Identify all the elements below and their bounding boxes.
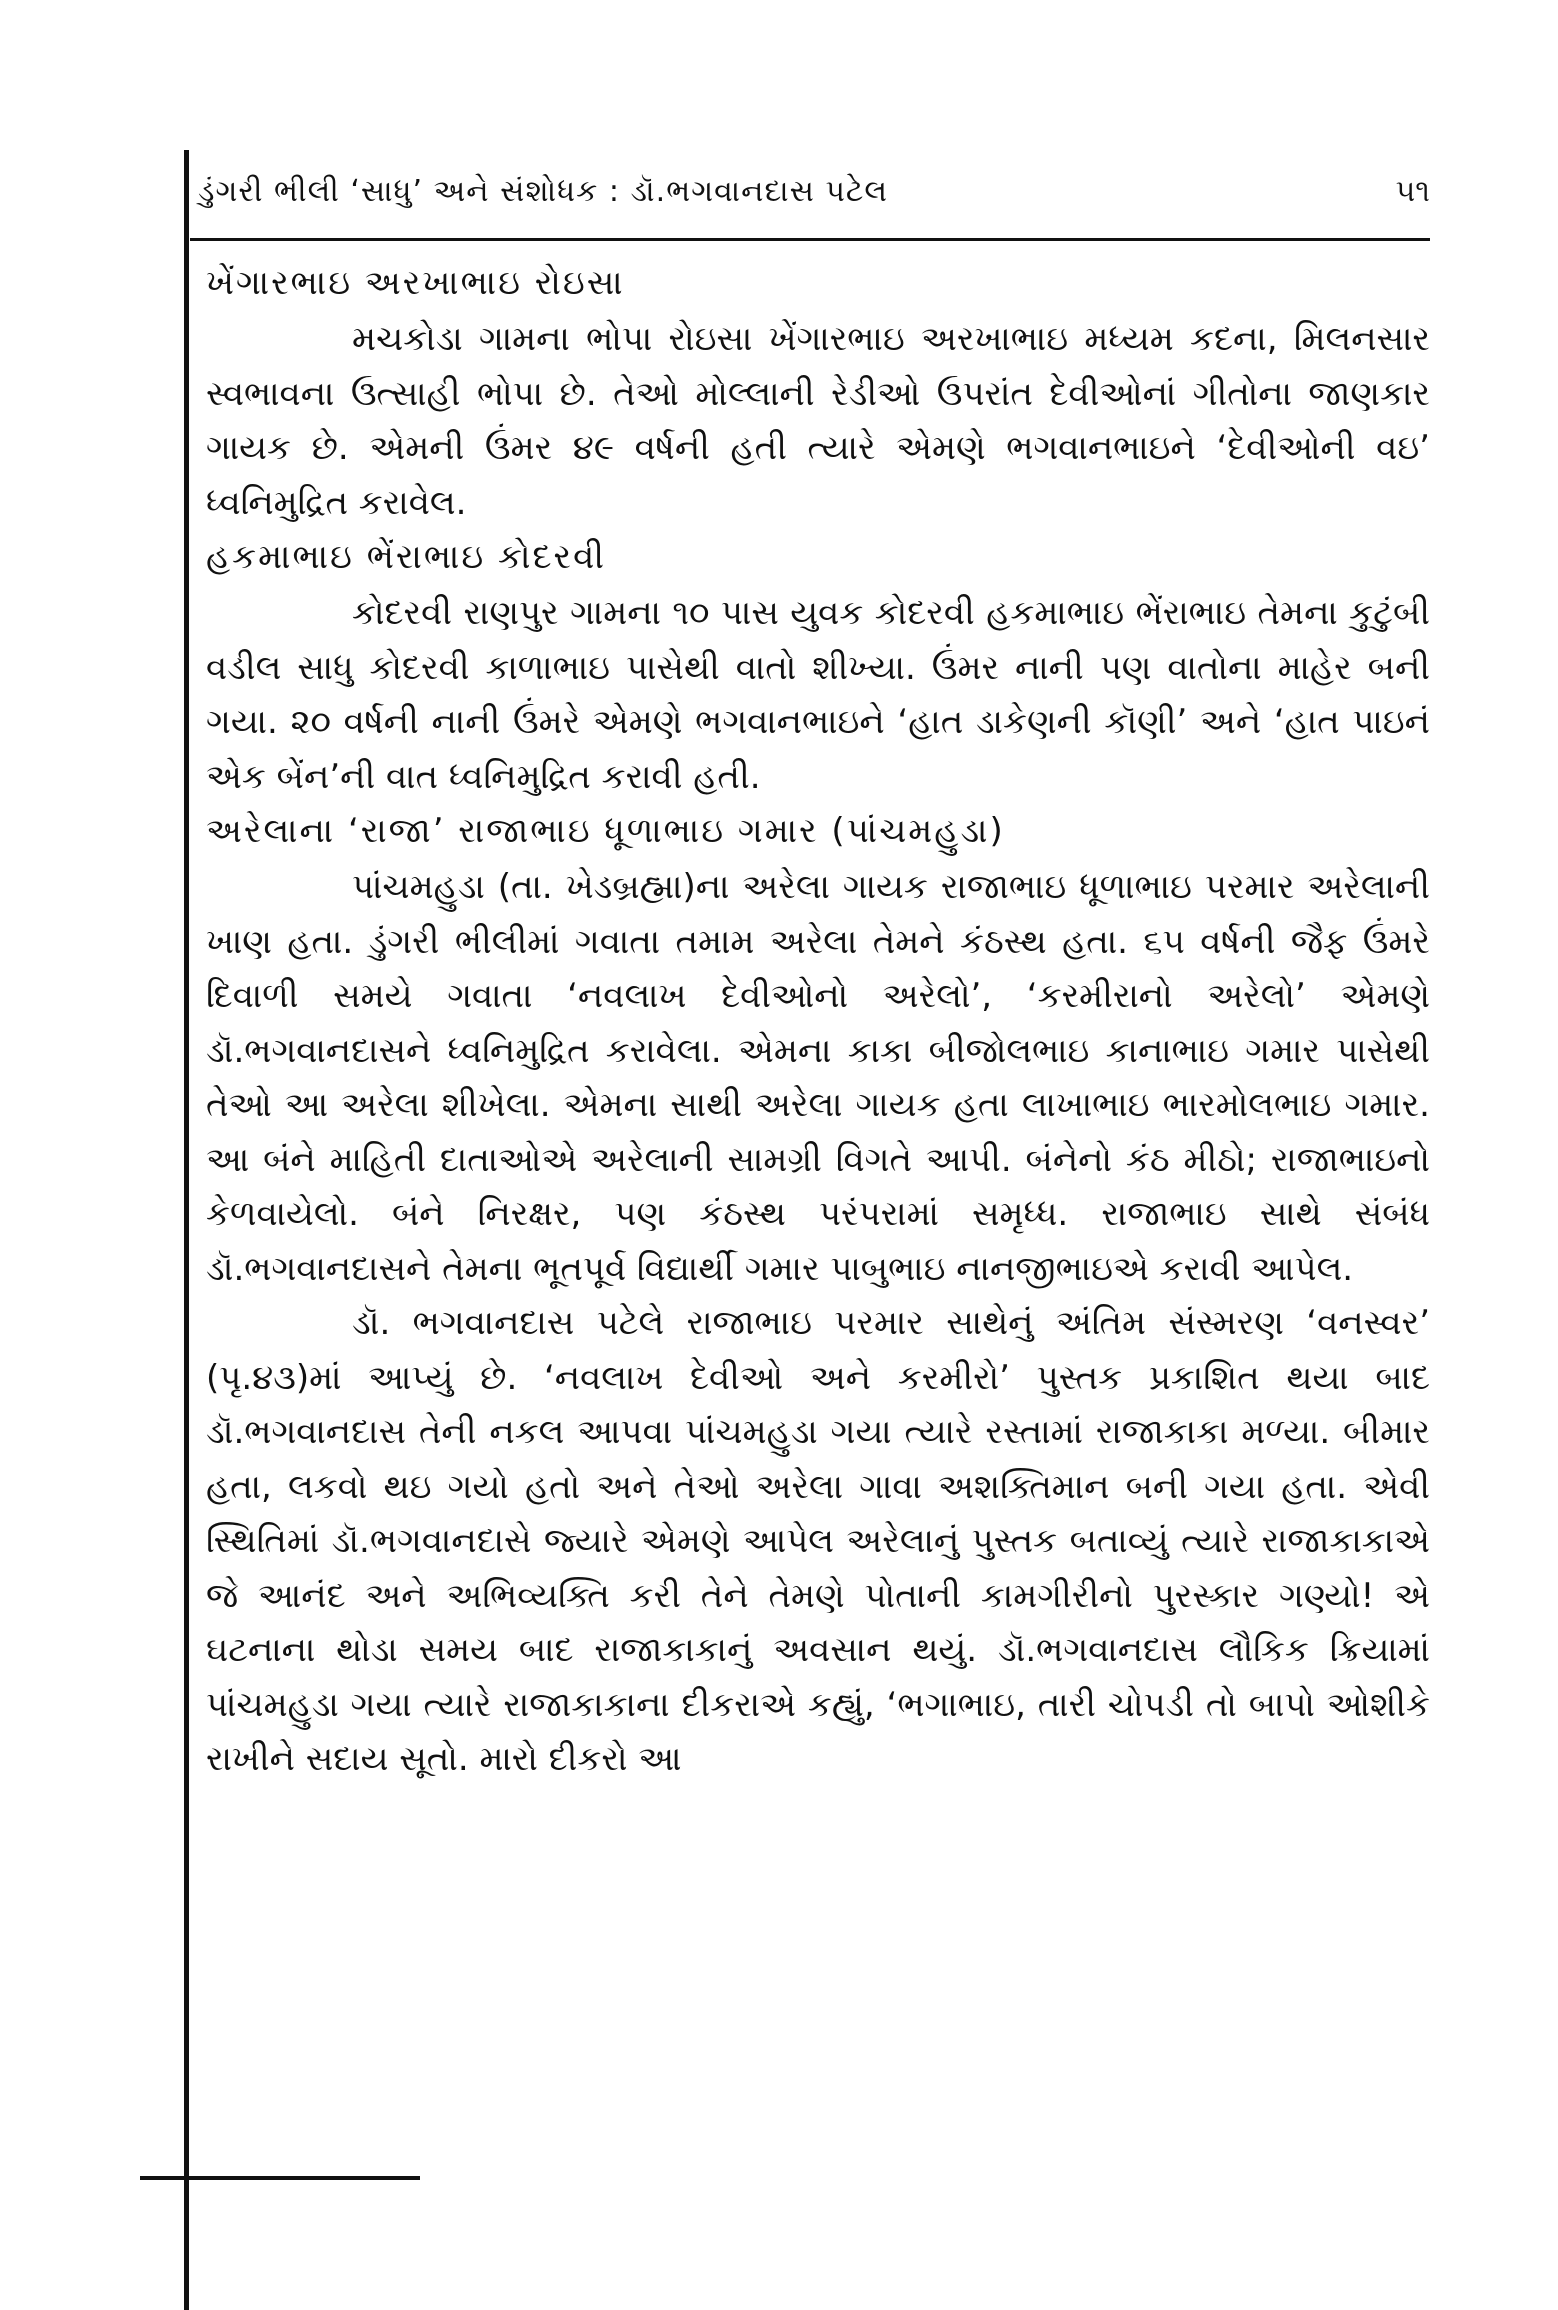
footer-rule [140,2176,420,2180]
paragraph: પાંચમહુડા (તા. ખેડબ્રહ્મા)ના અરેલા ગાયક રાજાભાઇ ધૂળાભાઇ પરમાર અરેલાની ખાણ હતા. ડુંગરી ભીલીમાં ગવાતા તમામ અરેલા તેમને કંઠસ્થ હતા. ૬૫ વર્ષની જૈફ ઉંમરે દિવાળી સમયે ગવાતા ‘નવલાખ દેવીઓનો અરેલો’, ‘કરમીરાનો અરેલો’ એમણે ડૉ.ભગવાનદાસને ધ્વનિમુદ્રિત કરાવેલા. એમના કાકા બીજોલભાઇ કાનાભાઇ ગમાર પાસેથી તેઓ આ અરેલા શીખેલા. એમના સાથી અરેલા ગાયક હતા લાખાભાઇ ભારમોલભાઇ ગમાર. આ બંને માહિતી દાતાઓએ અરેલાની સામગ્રી વિગતે આપી. બંનેનો કંઠ મીઠો; રાજાભાઇનો કેળવાયેલો. બંને નિરક્ષર, પણ કંઠસ્થ પરંપરામાં સમૃધ્ધ. રાજાભાઇ સાથે સંબંધ ડૉ.ભગવાનદાસને તેમના ભૂતપૂર્વ વિદ્યાર્થી ગમાર પાબુભાઇ નાનજીભાઇએ કરાવી આપેલ. [206,867,1430,1289]
running-header [190,168,1430,218]
paragraph: કોદરવી રાણપુર ગામના ૧૦ પાસ યુવક કોદરવી હકમાભાઇ ભેંરાભાઇ તેમના કુટુંબી વડીલ સાધુ કોદરવી કાળાભાઇ પાસેથી વાતો શીખ્યા. ઉંમર નાની પણ વાતોના માહેર બની ગયા. ૨૦ વર્ષની નાની ઉંમરે એમણે ભગવાનભાઇને ‘હાત ડાકેણની કૉણી’ અને ‘હાત પાઇનં એક બેંન’ની વાત ધ્વનિમુદ્રિત કરાવી હતી. [206,593,1430,797]
left-margin-rule [184,150,189,2310]
page-number: ૫૧ [1395,174,1430,209]
section-heading: હકમાભાઇ ભેંરાભાઇ કોદરવી [206,537,607,577]
header-rule [190,238,1430,241]
paragraph: ડૉ. ભગવાનદાસ પટેલે રાજાભાઇ પરમાર સાથેનું અંતિમ સંસ્મરણ ‘વનસ્વર’ (પૃ.૪૩)માં આપ્યું છે. ‘નવલાખ દેવીઓ અને કરમીરો’ પુસ્તક પ્રકાશિત થયા બાદ ડૉ.ભગવાનદાસ તેની નકલ આપવા પાંચમહુડા ગયા ત્યારે રસ્તામાં રાજાકાકા મળ્યા. બીમાર હતા, લકવો થઇ ગયો હતો અને તેઓ અરેલા ગાવા અશક્તિમાન બની ગયા હતા. એવી સ્થિતિમાં ડૉ.ભગવાનદાસે જ્યારે એમણે આપેલ અરેલાનું પુસ્તક બતાવ્યું ત્યારે રાજાકાકાએ જે આનંદ અને અભિવ્યક્તિ કરી તેને તેમણે પોતાની કામગીરીનો પુરસ્કાર ગણ્યો! એ ઘટનાના થોડા સમય બાદ રાજાકાકાનું અવસાન થયું. ડૉ.ભગવાનદાસ લૌકિક ક્રિયામાં પાંચમહુડા ગયા ત્યારે રાજાકાકાના દીકરાએ કહ્યું, ‘ભગાભાઇ, તારી ચોપડી તો બાપો ઓશીકે રાખીને સદાય સૂતો. મારો દીકરો આ [206,1303,1430,1779]
section-heading: ખેંગારભાઇ અરખાભાઇ રોઇસા [206,263,625,303]
header-title: ડુંગરી ભીલી ‘સાધુ’ અને સંશોધક : ડૉ.ભગવાનદાસ પટેલ [198,174,889,209]
section-heading: અરેલાના ‘રાજા’ રાજાભાઇ ધૂળાભાઇ ગમાર (પાંચમહુડા) [206,811,1005,851]
body-text [206,256,1430,1787]
paragraph: મચકોડા ગામના ભોપા રોઇસા ખેંગારભાઇ અરખાભાઇ મધ્યમ કદના, મિલનસાર સ્વભાવના ઉત્સાહી ભોપા છે. તેઓ મોલ્લાની રેડીઓ ઉપરાંત દેવીઓનાં ગીતોના જાણકાર ગાયક છે. એમની ઉંમર ૪૯ વર્ષની હતી ત્યારે એમણે ભગવાનભાઇને ‘દેવીઓની વઇ’ ધ્વનિમુદ્રિત કરાવેલ. [206,319,1430,523]
